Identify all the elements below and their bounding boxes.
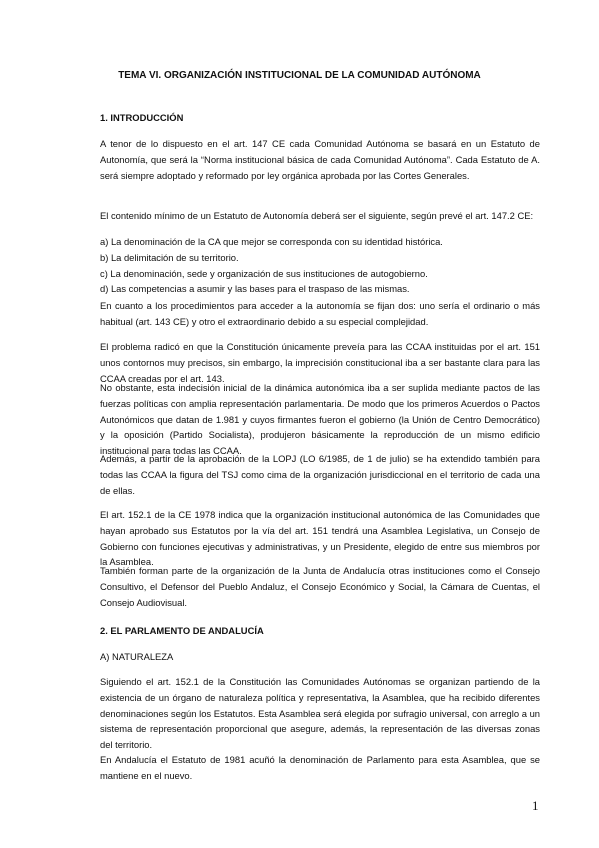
paragraph-andalucia: En Andalucía el Estatuto de 1981 acuñó la denominación de Parlamento para esta Asamblea, que se mantiene en el nuevo. bbox=[100, 754, 540, 781]
paragraph-estatuto: A tenor de lo dispuesto en el art. 147 CE cada Comunidad Autónoma se basará en un Estatuto de Autonomía, que será la “Norma institucional básica de cada Comunidad Autónoma”. Cada Estatuto de A. será siempre adoptado y reformado por ley orgánica aprobada por las Cortes Generales. bbox=[100, 138, 540, 181]
list-item: a) La denominación de la CA que mejor se corresponda con su identidad histórica. bbox=[100, 236, 443, 247]
paragraph-instituciones: También forman parte de la organización de la Junta de Andalucía otras instituciones como el Consejo Consultivo, el Defensor del Pueblo Andaluz, el Consejo Económico y Social, la Cámara de Cuentas, el Consejo Audiovisual. bbox=[100, 565, 540, 608]
subsection-heading-naturaleza: A) NATURALEZA bbox=[100, 651, 174, 662]
content-list bbox=[100, 234, 540, 297]
list-item: d) Las competencias a asumir y las bases para el traspaso de las mismas. bbox=[100, 283, 410, 295]
list-item: c) La denominación, sede y organización de sus instituciones de autogobierno. bbox=[100, 267, 428, 279]
paragraph-asamblea: Siguiendo el art. 152.1 de la Constitución las Comunidades Autónomas se organizan partiendo de la existencia de un órgano de naturaleza política y representativa, la Asamblea, que ha recibido diferentes denominaciones según los Estatutos. Esta Asamblea será elegida por sufragio universal, con arreglo a un sistema de representación proporcional que asegure, además, la representación de las diversas zonas del territorio. bbox=[100, 676, 540, 751]
paragraph-contenido-minimo: El contenido mínimo de un Estatuto de Autonomía deberá ser el siguiente, según prevé el art. 147.2 CE: bbox=[100, 210, 534, 221]
document-title: TEMA VI. ORGANIZACIÓN INSTITUCIONAL DE LA COMUNIDAD AUTÓNOMA bbox=[118, 70, 481, 81]
list-item: b) La delimitación de su territorio. bbox=[100, 251, 239, 263]
page-number: 1 bbox=[532, 798, 539, 813]
paragraph-procedimientos: En cuanto a los procedimientos para acceder a la autonomía se fijan dos: uno sería el ordinario o más habitual (art. 143 CE) y otro el extraordinario debido a su especial complejidad. bbox=[100, 300, 540, 327]
paragraph-lopj: Además, a partir de la aprobación de la LOPJ (LO 6/1985, de 1 de julio) se ha extendido también para todas las CCAA la figura del TSJ como cima de la organización jurisdiccional en el territorio de cada una de ellas. bbox=[100, 453, 540, 496]
section-heading-parlamento: 2. EL PARLAMENTO DE ANDALUCÍA bbox=[100, 625, 264, 636]
paragraph-no-obstante: No obstante, esta indecisión inicial de la dinámica autonómica iba a ser suplida mediante pactos de las fuerzas políticas con amplia representación parlamentaria. De modo que los primeros Acuerdos o Pactos Autonómicos que datan de 1.981 y cuyos firmantes fueron el gobierno (la Unión de Centro Democrático) y la oposición (Partido Socialista), produjeron básicamente la reproducción de un mismo edificio institucional para todas las CCAA. bbox=[100, 382, 540, 457]
section-heading-introduccion: 1. INTRODUCCIÓN bbox=[100, 112, 184, 123]
paragraph-art-152: El art. 152.1 de la CE 1978 indica que la organización institucional autonómica de las Comunidades que hayan aprobado sus Estatutos por la vía del art. 151 tendrá una Asamblea Legislativa, un Consejo de Gobierno con funciones ejecutivas y administrativas, y un Presidente, elegido de entre sus miembros por la Asamblea. bbox=[100, 509, 540, 568]
paragraph-problema: El problema radicó en que la Constitución únicamente preveía para las CCAA instituidas por el art. 151 unos contornos muy precisos, sin embargo, la imprecisión constitucional iba a ser bastante clara para las CCAA creadas por el art. 143. bbox=[100, 341, 540, 384]
